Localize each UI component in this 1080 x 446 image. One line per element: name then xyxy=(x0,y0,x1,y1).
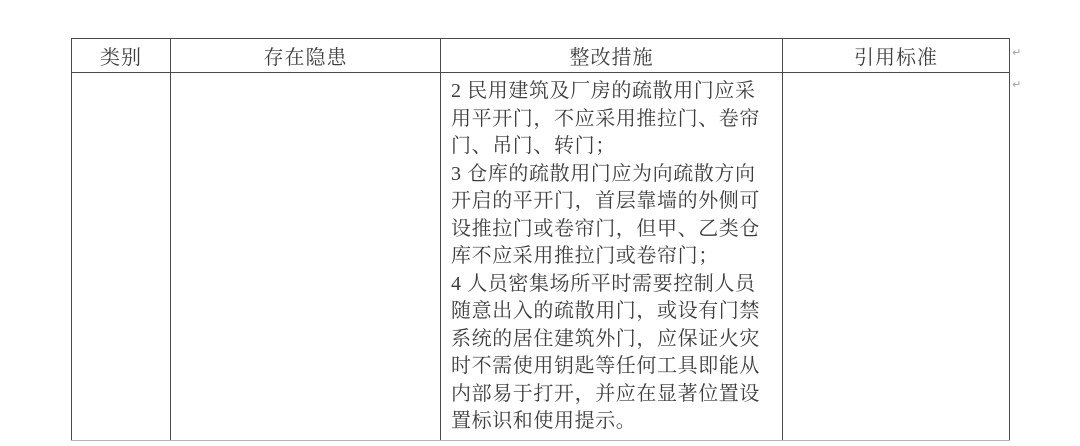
cell-rectification-measures xyxy=(441,73,783,441)
measure-item-3: 3 仓库的疏散用门应为向疏散方向开启的平开门，首层靠墙的外侧可设推拉门或卷帘门，但甲、乙类仓库不应采用推拉门或卷帘门； xyxy=(451,162,760,267)
cell-category xyxy=(72,73,171,441)
end-of-row-mark-icon: ↵ xyxy=(1012,46,1022,59)
cell-reference-standard xyxy=(783,73,1010,441)
table-header-row xyxy=(72,39,1010,73)
header-existing-hazard: 存在隐患 xyxy=(171,39,441,73)
measure-item-4: 4 人员密集场所平时需要控制人员随意出入的疏散用门，或设有门禁系统的居住建筑外门，应保证火灾时不需使用钥匙等任何工具即能从内部易于打开，并应在显著位置设置标识和使用提示。 xyxy=(451,272,760,432)
end-of-row-mark-icon: ↵ xyxy=(1012,78,1022,91)
table-row xyxy=(72,73,1010,441)
header-category: 类别 xyxy=(72,39,171,73)
hazard-rectification-table xyxy=(71,38,1010,441)
header-rectification-measures: 整改措施 xyxy=(441,39,783,73)
cell-existing-hazard xyxy=(171,73,441,441)
header-reference-standard: 引用标准 xyxy=(783,39,1010,73)
measure-item-2: 2 民用建筑及厂房的疏散用门应采用平开门，不应采用推拉门、卷帘门、吊门、转门； xyxy=(451,80,760,157)
